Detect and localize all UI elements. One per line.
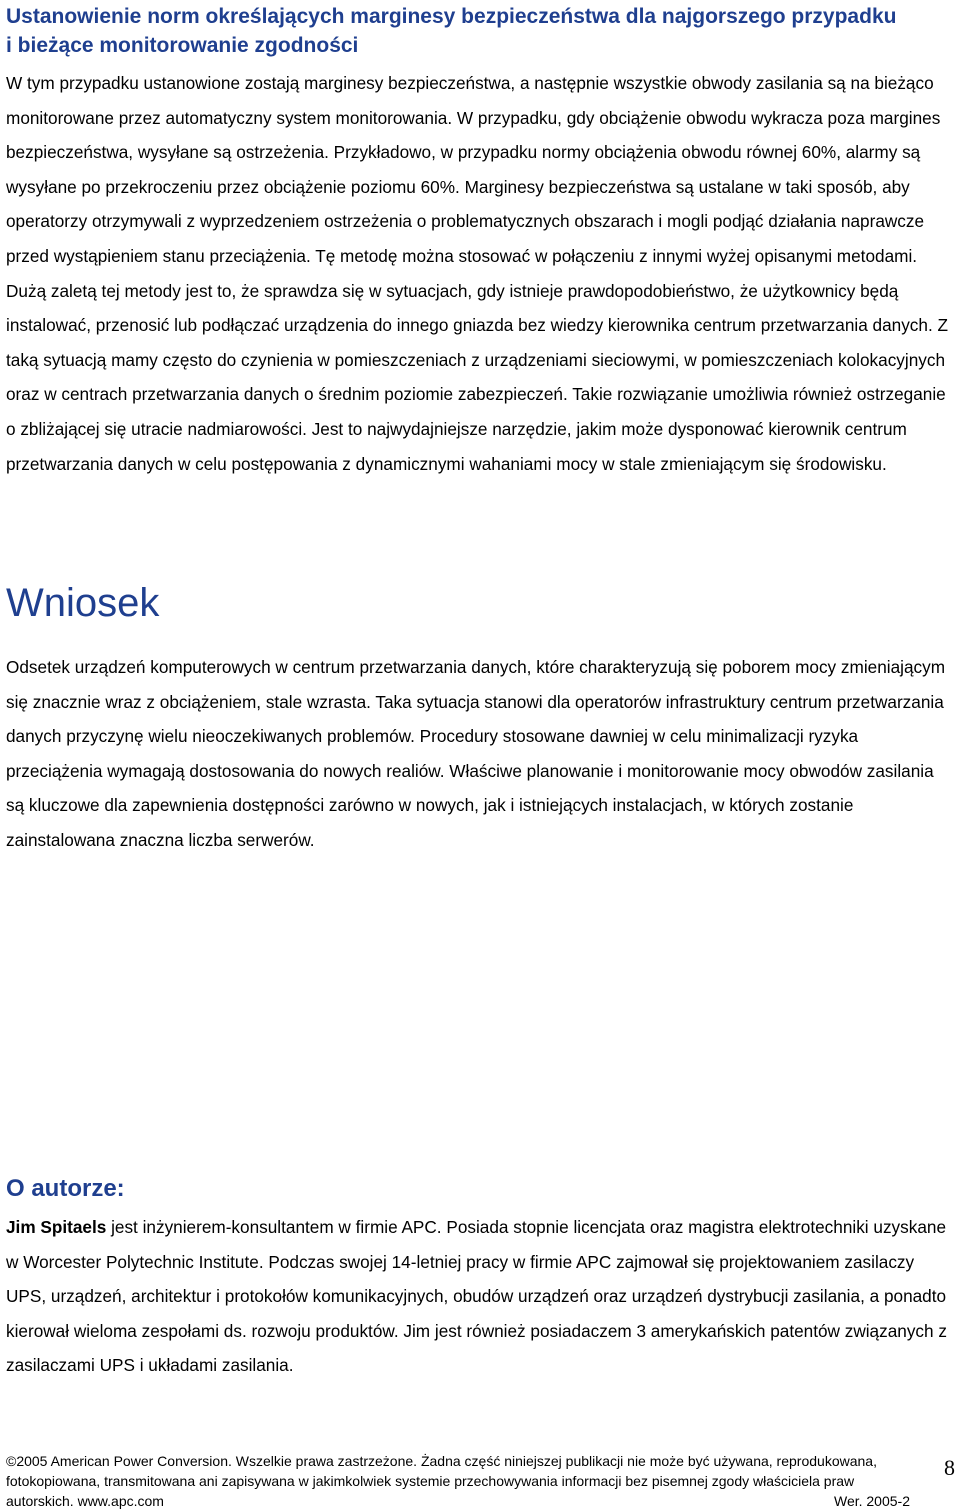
author-heading: O autorze:	[6, 1175, 125, 1202]
author-bio: jest inżynierem-konsultantem w firmie APC. Posiada stopnie licencjata oraz magistra elektrotechniki uzyskane w Worcester Polytechnic Institute. Podczas swojej 14-letniej pracy w firmie APC zajmował się projektowaniem zasilaczy UPS, urządzeń, architektur i protokołów komunikacyjnych, obudów urządzeń oraz urządzeń dystrybucji zasilania, a ponadto kierował wieloma zespołami ds. rozwoju produktów. Jim jest również posiadaczem 3 amerykańskich patentów związanych z zasilaczami UPS i układami zasilania.	[6, 1217, 947, 1376]
footer-line-2: fotokopiowana, transmitowana ani zapisywana w jakimkolwiek systemie przechowywania informacji bez pisemnej zgody właściciela praw	[6, 1473, 855, 1489]
footer-line-3: autorskich. www.apc.com	[6, 1493, 164, 1509]
conclusion-paragraph: Odsetek urządzeń komputerowych w centrum przetwarzania danych, które charakteryzują się poborem mocy zmieniającym się znacznie wraz z obciążeniem, stale wzrasta. Taka sytuacja stanowi dla operatorów infrastruktury centrum przetwarzania danych przyczynę wielu nieoczekiwanych problemów. Procedury stosowane dawniej w celu minimalizacji ryzyka przeciążenia wymagają dostosowania do nowych realiów. Właściwe planowanie i monitorowanie mocy obwodów zasilania są kluczowe dla zapewnienia dostępności zarówno w nowych, jak i istniejących instalacjach, w których zostanie zainstalowana znaczna liczba serwerów.	[6, 657, 946, 850]
footer-version: Wer. 2005-2	[833, 1493, 910, 1509]
section-title-line-1: Ustanowienie norm określających marginesy bezpieczeństwa dla najgorszego przypadku	[6, 5, 897, 28]
footer-line-1: ©2005 American Power Conversion. Wszelkie prawa zastrzeżone. Żadna część niniejszej publikacji nie może być używana, reprodukowana,	[6, 1453, 877, 1469]
conclusion-heading: Wniosek	[6, 581, 160, 625]
section-title-line-2: i bieżące monitorowanie zgodności	[6, 34, 359, 57]
body-paragraph-monitoring: W tym przypadku ustanowione zostają marginesy bezpieczeństwa, a następnie wszystkie obwody zasilania są na bieżąco monitorowane przez automatyczny system monitorowania. W przypadku, gdy obciążenie obwodu wykracza poza margines bezpieczeństwa, wysyłane są ostrzeżenia. Przykładowo, w przypadku normy obciążenia obwodu równej 60%, alarmy są wysyłane po przekroczeniu przez obciążenie poziomu 60%. Marginesy bezpieczeństwa są ustalane w taki sposób, aby operatorzy otrzymywali z wyprzedzeniem ostrzeżenia o problematycznych obszarach i mogli podjąć działania naprawcze przed wystąpieniem stanu przeciążenia. Tę metodę można stosować w połączeniu z innymi wyżej opisanymi metodami. Dużą zaletą tej metody jest to, że sprawdza się w sytuacjach, gdy istnieje prawdopodobieństwo, że użytkownicy będą instalować, przenosić lub podłączać urządzenia do innego gniazda bez wiedzy kierownika centrum przetwarzania danych. Z taką sytuacją mamy często do czynienia w pomieszczeniach z urządzeniami sieciowymi, w pomieszczeniach kolokacyjnych oraz w centrach przetwarzania danych o średnim poziomie zabezpieczeń. Takie rozwiązanie umożliwia również ostrzeganie o zbliżającej się utracie nadmiarowości. Jest to najwydajniejsze narzędzie, jakim może dysponować kierownik centrum przetwarzania danych w celu postępowania z dynamicznymi wahaniami mocy w stale zmieniającym się środowisku.	[6, 73, 949, 474]
page-number: 8	[944, 1455, 955, 1480]
section-title	[6, 2, 956, 60]
author-paragraph	[6, 1210, 956, 1383]
author-name: Jim Spitaels	[6, 1217, 107, 1237]
footer-copyright	[6, 1451, 926, 1511]
